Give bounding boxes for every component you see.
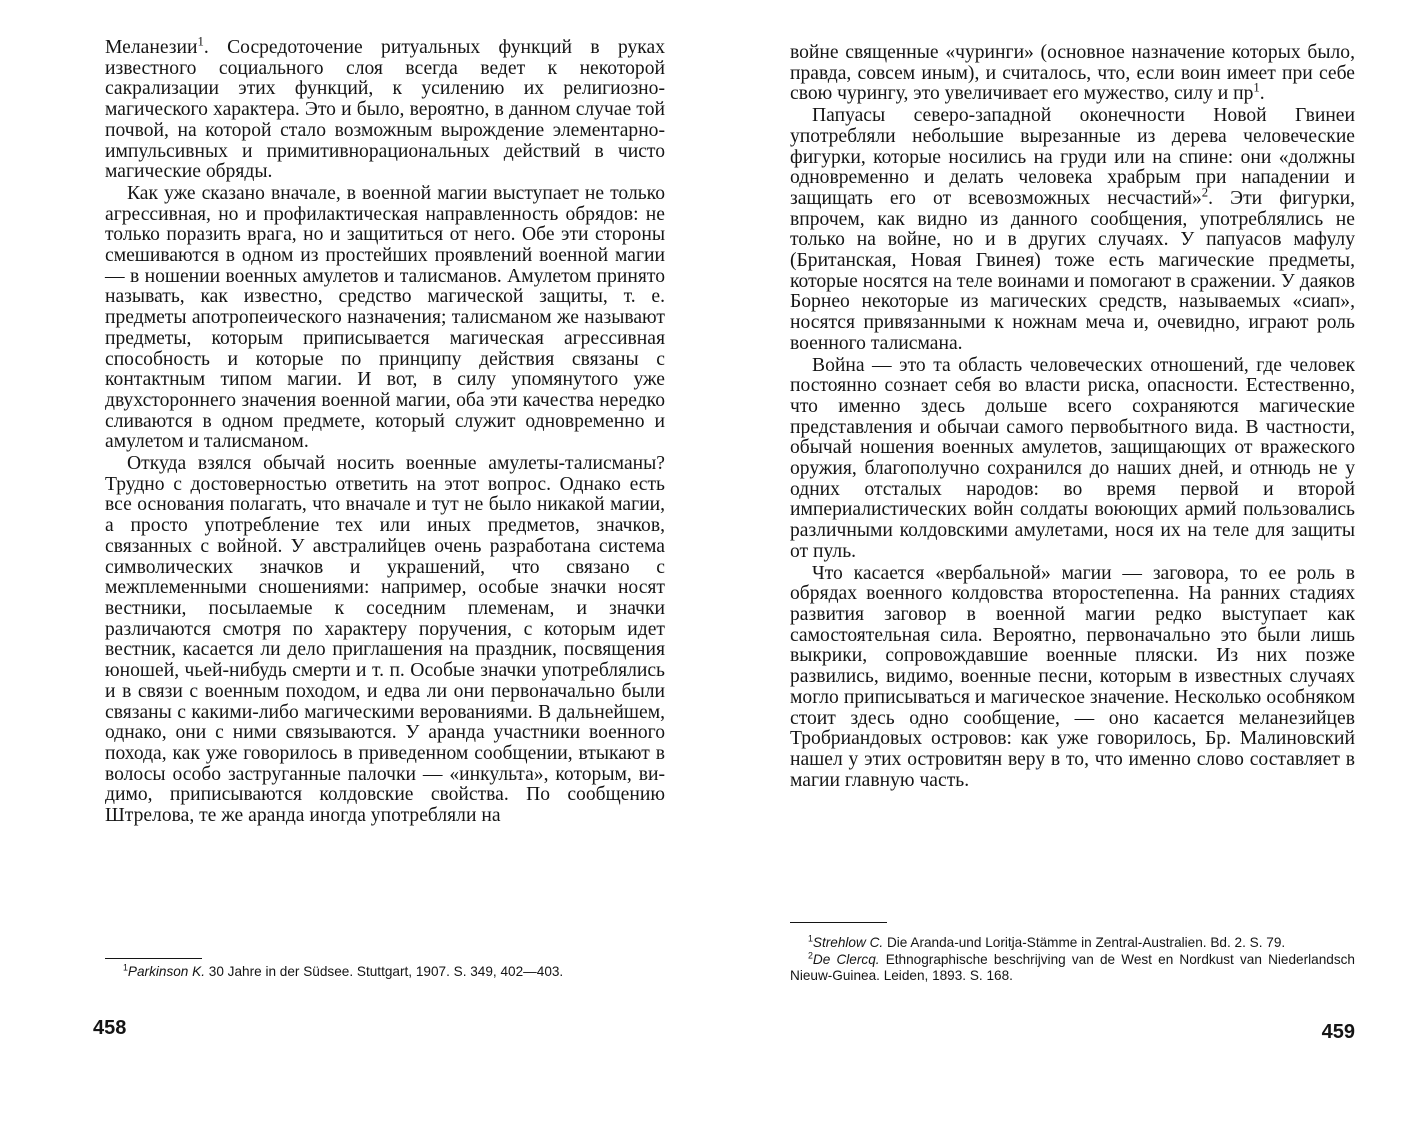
paragraph: Что касается «вербальной» магии — заговора, то ее роль в обрядах военного колдовства второстепенна. На ранних стадиях развития заговор в военной магии редко выступает как самостоятельная сила. Вероятно, первоначально это были лишь выкрики, сопровождавшие военные пляски. Из них позже развились, видимо, военные песни, которым в известных случаях могло приписываться и магическое значение. Несколько особняком стоит здесь одно сообщение, — оно касается меланезийцев Тробриандовых островов: как уже говорилось, Бр. Малиновский нашел у этих островитян веру в то, что именно слово составляет в магии главную часть.	[790, 562, 1355, 791]
left-page-number: 458	[93, 1017, 127, 1039]
right-footnotes	[790, 935, 1355, 985]
paragraph: Как уже сказано вначале, в военной магии выступает не только агрессивная, но и профилактическая направленность обрядов: не только поразить врага, но и защититься от него. Обе эти стороны смешиваются в одном из простейших проявлений военной магии — в ношении военных амулетов и талисманов. Амулетом принято называть, как известно, средство магической защиты, т. е. предметы апотропеического назначения; талисманом же называют предметы, которым приписывается магическая агрессивная способность и которые по принципу действия связаны с контактным типом магии. И вот, в силу упомянутого уже двухстороннего значения военной магии, оба эти качества нередко сливаются в одном предмете, который служит одновременно и амулетом и талисманом.	[105, 182, 665, 453]
left-footnote-rule	[105, 958, 202, 959]
footnote-mark: 2	[808, 949, 813, 960]
left-footnotes	[105, 964, 665, 981]
footnote-author: Strehlow C.	[812, 935, 884, 950]
right-page-body	[790, 43, 1355, 792]
footnote-ref: 1	[1253, 80, 1260, 95]
footnote-text: Ethnographische beschrijving van de West en Nordkust van Niederlandsch Nieuw-Guinea. Leiden, 1893. S. 168.	[790, 951, 1355, 983]
footnote-author: Parkinson K.	[127, 964, 205, 979]
right-footnote-rule	[790, 922, 887, 923]
footnote-text: 30 Jahre in der Südsee. Stuttgart, 1907. S. 349, 402—403.	[205, 964, 564, 979]
footnote-author: De Clercq.	[812, 951, 880, 967]
paragraph: Откуда взялся обычай носить военные амулеты-талисманы? Трудно с достоверностью ответить на этот вопрос. Однако есть все основания полагать, что вначале и тут не было никакой магии, а просто употребление тех или иных предметов, значков, связанных с войной. У австралийцев очень разработана система символических значков и украшений, что связано с межплеменными сношениями: например, особые значки носят вестники, посылаемые к соседним племенам, и значки различаются смотря по характеру поручения, с которым идет вестник, касается ли дело приглашения на праздник, посвящения юношей, чьей-нибудь смерти и т. п. Особые значки употреблялись и в связи с военным походом, и едва ли они первоначально были связаны с какими-либо магическими верованиями. В дальнейшем, однако, они с ними связываются. У аранда участники военного похода, как уже говорилось в приведенном сообщении, втыкают в волосы особо заструганные палочки — «инкульта», которым, видимо, приписываются колдовские свойства. По сообщению Штрелова, те же аранда иногда употребляли на	[105, 453, 665, 827]
footnote-mark: 1	[808, 933, 813, 944]
paragraph: войне священные «чуринги» (основное назначение которых было, правда, совсем иным), и считалось, что, если воин имеет при себе свою чурингу, это увеличивает его мужество, силу и $пр^1$.	[790, 42, 1355, 105]
footnote	[790, 949, 1355, 985]
footnote-text: Die Aranda-und Loritja-Stämme in Zentral-Australien. Bd. 2. S. 79.	[883, 935, 1286, 950]
right-page-number: 459	[1321, 1021, 1355, 1043]
footnote	[790, 935, 1355, 952]
footnote-ref: 2	[1201, 185, 1209, 200]
paragraph: Война — это та область человеческих отношений, где человек постоянно сознает себя во власти риска, опасности. Естественно, что именно здесь дольше всего сохраняются магические представления и обычаи самого первобытного вида. В частности, обычай ношения военных амулетов, защищающих от вражеского оружия, благополучно сохранился до наших дней, и отнюдь не у одних отсталых народов: во время первой и второй империалистических войн солдаты воюющих армий пользовались различными колдовскими амулетами, нося их на теле для защиты от пуль.	[790, 354, 1355, 562]
paragraph: Папуасы северо-западной оконечности Новой Гвинеи употребляли небольшие вырезанные из дерева человеческие фигурки, которые носились на груди или на спине: они «должны одновременно и делать человека храбрым при нападении и защищать его от всевозможных несчастий»$^2$. Эти фигурки, впрочем, как видно из данного сообщения, употреблялись не только на войне, но и в других случаях. У папуасов мафулу (Британская, Новая Гвинея) тоже есть магические предметы, которые носятся на теле воинами и помогают в сражении. У даяков Борнео некоторые из магических средств, называемых «сиап», носятся привязанными к ножнам меча и, очевидно, играют роль военного талисмана.	[790, 105, 1355, 354]
footnote-mark: 1	[123, 962, 128, 973]
paragraph: Меланезии$^1$. Сосредоточение ритуальных функций в руках известного социального слоя всегда ведет к некоторой сакрализации этих функций, к усилению их религиозно-магического характера. Это и было, вероятно, в данном случае той почвой, на которой стало возможным вырождение элементарно-импульсивных и примитивнорациональных действий в чисто магические обряды.	[105, 34, 665, 183]
footnote	[105, 964, 665, 981]
left-page-body	[105, 34, 665, 828]
footnote-ref: 1	[197, 34, 204, 49]
